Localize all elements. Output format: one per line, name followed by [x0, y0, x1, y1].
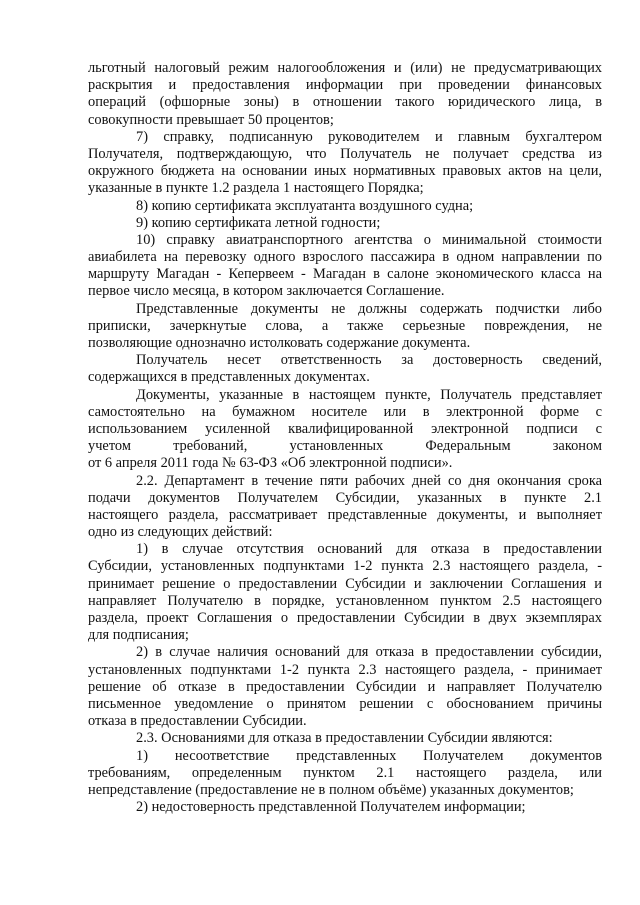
paragraph-responsibility	[88, 352, 602, 386]
paragraph-continuation	[88, 60, 602, 129]
text-line: содержащихся в представленных документах.	[88, 369, 370, 386]
text-line: 1) в случае отсутствия оснований для отказа в предоставлении	[136, 541, 602, 558]
paragraph-section-2-3	[88, 730, 602, 747]
document-page	[88, 60, 602, 816]
text-line: Субсидии, установленных подпунктами 1-2 пункта 2.3 настоящего раздела, -	[88, 558, 602, 575]
text-line: подачи документов Получателем Субсидии, указанных в пункте 2.1	[88, 489, 602, 506]
text-line: Документы, указанные в настоящем пункте, Получатель представляет	[136, 386, 602, 403]
text-line: авиабилета на перевозку одного взрослого пассажира в одном направлении по	[88, 249, 602, 266]
text-line: самостоятельно на бумажном носителе или в электронной форме с	[88, 403, 602, 420]
text-line: использованием усиленной квалифицированной электронной подписи с	[88, 420, 602, 437]
text-line: позволяющие однозначно истолковать содержание документа.	[88, 335, 471, 351]
text-line: раскрытия и предоставления информации при проведении финансовых	[88, 77, 602, 94]
paragraph-documents-requirements	[88, 301, 602, 353]
text-line: 9) копию сертификата летной годности;	[136, 214, 381, 231]
text-line: Получатель несет ответственность за достоверность сведений,	[136, 352, 602, 369]
text-line: 2) в случае наличия оснований для отказа в предоставлении субсидии,	[136, 644, 602, 661]
paragraph-submission	[88, 387, 602, 473]
text-line: операций (офшорные зоны) в отношении такого юридического лица, в	[88, 94, 602, 111]
text-line: первое число месяца, в котором заключается Соглашение.	[88, 283, 445, 300]
text-line: 10) справку авиатранспортного агентства о минимальной стоимости	[136, 231, 602, 248]
text-line: одно из следующих действий:	[88, 524, 273, 541]
paragraph-item-8	[88, 198, 602, 215]
text-line: 8) копию сертификата эксплуатанта воздушного судна;	[136, 197, 474, 214]
text-line: 2) недостоверность представленной Получателем информации;	[136, 799, 526, 816]
paragraph-section-2-2-item-1	[88, 541, 602, 644]
paragraph-section-2-3-item-2	[88, 799, 602, 816]
text-line: от 6 апреля 2011 года № 63-ФЗ «Об электронной подписи».	[88, 455, 453, 472]
text-line: маршруту Магадан - Кепервеем - Магадан в салоне экономического класса на	[88, 266, 602, 283]
text-line: 1) несоответствие представленных Получателем документов	[136, 747, 602, 764]
text-line: принимает решение о предоставлении Субсидии и заключении Соглашения и	[88, 575, 602, 592]
text-line: настоящего раздела, рассматривает представленные документы, и выполняет	[88, 506, 602, 523]
paragraph-section-2-2	[88, 473, 602, 542]
text-line: Получателя, подтверждающую, что Получатель не получает средства из	[88, 145, 602, 162]
text-line: приписки, зачеркнутые слова, а также серьезные повреждения, не	[88, 317, 602, 334]
paragraph-item-10	[88, 232, 602, 301]
text-line: Представленные документы не должны содержать подчистки либо	[136, 300, 602, 317]
text-line: требованиям, определенным пунктом 2.1 настоящего раздела, или	[88, 764, 602, 781]
paragraph-section-2-3-item-1	[88, 748, 602, 800]
text-line: 2.3. Основаниями для отказа в предоставлении Субсидии являются:	[136, 730, 553, 747]
text-line: 2.2. Департамент в течение пяти рабочих дней со дня окончания срока	[136, 472, 602, 489]
text-line: отказа в предоставлении Субсидии.	[88, 713, 307, 730]
text-line: раздела, проект Соглашения о предоставлении Субсидии в двух экземплярах	[88, 610, 602, 626]
paragraph-section-2-2-item-2	[88, 644, 602, 730]
text-line: окружного бюджета на основании иных нормативных правовых актов на цели,	[88, 163, 602, 180]
text-line: совокупности превышает 50 процентов;	[88, 111, 334, 128]
text-line: письменное уведомление о принятом решении с обоснованием причины	[88, 695, 602, 712]
text-line: непредставление (предоставление не в полном объёме) указанных документов;	[88, 781, 574, 798]
text-line: для подписания;	[88, 627, 189, 644]
paragraph-item-7	[88, 129, 602, 198]
text-line: учетом требований, установленных Федеральным законом	[88, 438, 602, 455]
paragraph-item-9	[88, 215, 602, 232]
text-line: льготный налоговый режим налогообложения и (или) не предусматривающих	[88, 60, 602, 76]
text-line: решение об отказе в предоставлении Субсидии и направляет Получателю	[88, 678, 602, 695]
text-line: установленных подпунктами 1-2 пункта 2.3 настоящего раздела, - принимает	[88, 661, 602, 678]
text-line: 7) справку, подписанную руководителем и главным бухгалтером	[136, 128, 602, 145]
text-line: указанные в пункте 1.2 раздела 1 настоящего Порядка;	[88, 180, 424, 197]
text-line: направляет Получателю в порядке, установленном пунктом 2.5 настоящего	[88, 592, 602, 609]
